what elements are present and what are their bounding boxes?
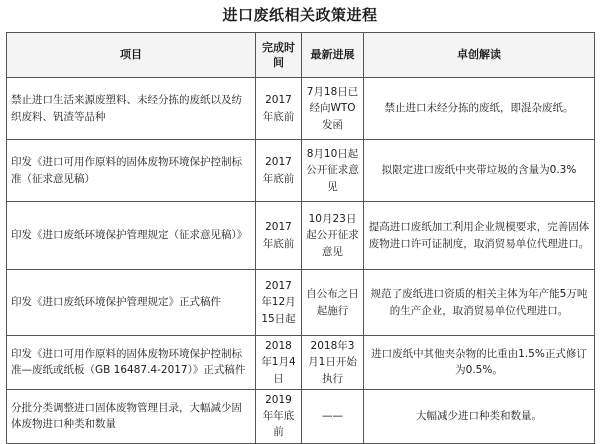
- cell-item: 禁止进口生活来源废塑料、未经分拣的废纸以及纺织废料、钒渣等品种: [7, 78, 256, 140]
- table-row: [7, 78, 595, 140]
- table-row: [7, 202, 595, 270]
- cell-progress: ——: [302, 389, 364, 443]
- page-title: 进口废纸相关政策进程: [222, 6, 378, 24]
- cell-time: 2017年底前: [256, 78, 302, 140]
- cell-time: 2017年底前: [256, 202, 302, 270]
- cell-reading: 禁止进口未经分拣的废纸，即混杂废纸。: [364, 78, 595, 140]
- policy-table: [6, 32, 595, 444]
- cell-item: 印发《进口可用作原料的固体废物环境保护控制标准（征求意见稿）: [7, 140, 256, 202]
- table-row: [7, 270, 595, 336]
- cell-time: 2017年12月15日起: [256, 270, 302, 336]
- header-progress: 最新进展: [302, 33, 364, 78]
- cell-item: 印发《进口废纸环境保护管理规定（征求意见稿）》: [7, 202, 256, 270]
- table-row: [7, 389, 595, 443]
- cell-time: 2018年1月4日: [256, 336, 302, 390]
- cell-reading: 进口废纸中其他夹杂物的比重由1.5%正式修订为0.5%。: [364, 336, 595, 390]
- cell-reading: 规范了废纸进口资质的相关主体为年产能5万吨的生产企业，取消贸易单位代理进口。: [364, 270, 595, 336]
- cell-reading: 拟限定进口废纸中夹带垃圾的含量为0.3%: [364, 140, 595, 202]
- cell-progress: 自公布之日起施行: [302, 270, 364, 336]
- table-row: [7, 336, 595, 390]
- cell-progress: 8月10日起公开征求意见: [302, 140, 364, 202]
- cell-reading: 提高进口废纸加工利用企业规模要求，完善固体废物进口许可证制度，取消贸易单位代理进口。: [364, 202, 595, 270]
- cell-progress: 2018年3月1日开始执行: [302, 336, 364, 390]
- cell-item: 印发《进口可用作原料的固体废物环境保护控制标准—废纸或纸板（GB 16487.4-2017）》正式稿件: [7, 336, 256, 390]
- cell-time: 2019年年底前: [256, 389, 302, 443]
- table-row: [7, 140, 595, 202]
- cell-progress: 7月18日已经向WTO发函: [302, 78, 364, 140]
- cell-item: 分批分类调整进口固体废物管理目录，大幅减少固体废物进口种类和数量: [7, 389, 256, 443]
- cell-item: 印发《进口废纸环境保护管理规定》正式稿件: [7, 270, 256, 336]
- header-reading: 卓创解读: [364, 33, 595, 78]
- cell-time: 2017年底前: [256, 140, 302, 202]
- cell-progress: 10月23日起公开征求意见: [302, 202, 364, 270]
- header-item: 项目: [7, 33, 256, 78]
- cell-reading: 大幅减少进口种类和数量。: [364, 389, 595, 443]
- header-time: 完成时间: [256, 33, 302, 78]
- table-header-row: [7, 33, 595, 78]
